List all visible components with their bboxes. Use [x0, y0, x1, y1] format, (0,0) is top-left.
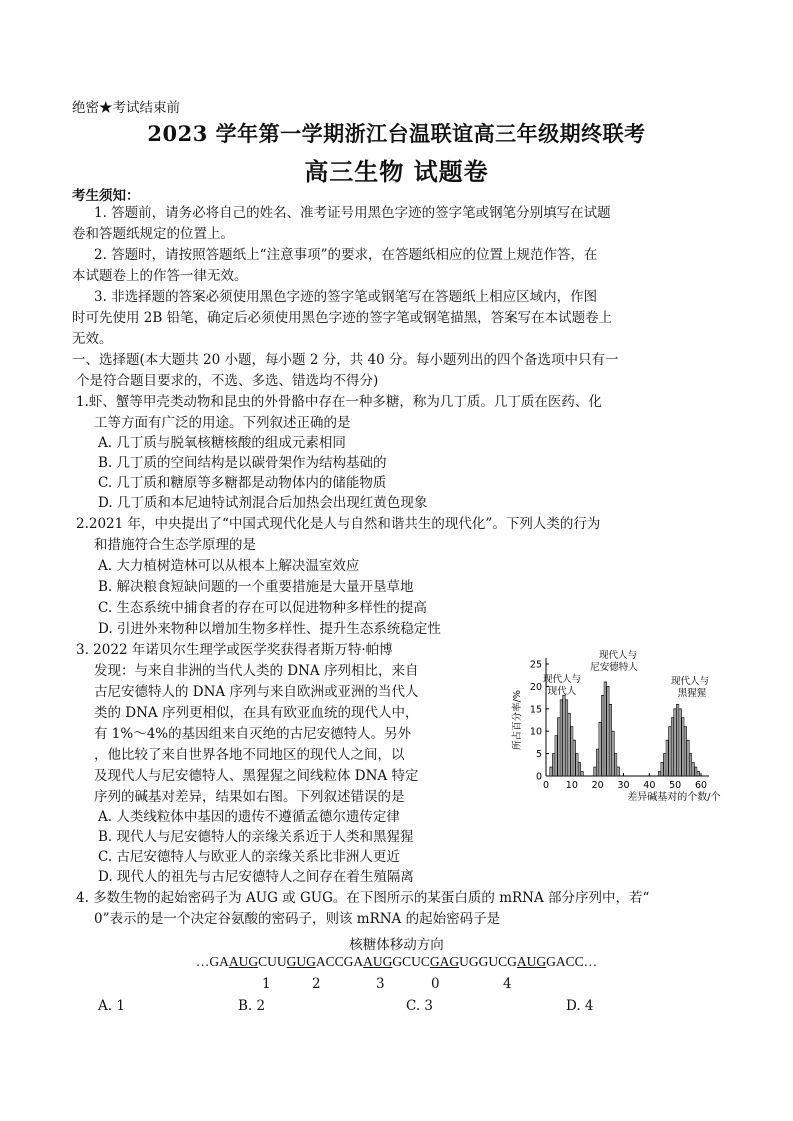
q1-option-d: D. 几丁质和本尼迪特试剂混合后加热会出现红黄色现象: [98, 495, 428, 511]
x-tick-label: 0: [542, 780, 550, 791]
notice-line-2: 卷和答题纸规定的位置上。: [72, 226, 234, 242]
codon-marker-4: 4: [503, 976, 512, 992]
exam-title: 2023 学年第一学期浙江台温联谊高三年级期终联考: [147, 121, 646, 146]
series-annotation: 尼安德特人: [590, 662, 638, 673]
mrna-seg-6: GACC…: [546, 954, 598, 969]
mrna-codon-3: AUG: [363, 954, 393, 969]
q3-stem-line-1: 3. 2022 年诺贝尔生理学或医学奖获得者斯万特·帕博: [76, 642, 393, 658]
q4-stem-line-1: 4. 多数生物的起始密码子为 AUG 或 GUG。在下图所示的某蛋白质的 mRNA 部分序列中，若“: [76, 890, 650, 906]
q3-option-a: A. 人类线粒体中基因的遗传不遵循孟德尔遗传定律: [98, 809, 400, 825]
mrna-sequence: [0, 954, 793, 970]
x-tick-label: 60: [694, 780, 708, 791]
q1-stem-line-1: 1.虾、蟹等甲壳类动物和昆虫的外骨骼中存在一种多糖，称为几丁质。几丁质在医药、化: [76, 394, 602, 410]
x-tick-label: 10: [565, 780, 578, 791]
q3-stem-line-8: 序列的碱基对差异，结果如右图。下列叙述错误的是: [94, 789, 405, 805]
q3-stem-line-2: 发现：与来自非洲的当代人类的 DNA 序列相比，来自: [94, 663, 419, 679]
q4-stem-line-2: 0”表示的是一个决定谷氨酸的密码子，则该 mRNA 的起始密码子是: [94, 911, 501, 927]
codon-marker-1: 1: [262, 976, 271, 992]
notice-line-7: 无效。: [72, 331, 113, 347]
notice-line-1: 1. 答题前，请务必将自己的姓名、准考证号用黑色字迹的签字笔或钢笔分别填写在试题: [94, 205, 611, 221]
section-heading-line-2: 个是符合题目要求的，不选、多选、错选均不得分): [76, 373, 379, 389]
q4-option-a: A. 1: [98, 998, 125, 1014]
q2-option-a: A. 大力植树造林可以从根本上解决温室效应: [98, 558, 360, 574]
q4-option-b: B. 2: [238, 998, 266, 1014]
mrna-seg-4: GCUC: [392, 954, 430, 969]
q2-stem-line-2: 和措施符合生态学原理的是: [94, 537, 256, 553]
ribosome-direction-label: 核糖体移动方向: [349, 937, 444, 953]
mrna-seg-2: CUU: [258, 954, 287, 969]
y-tick-label: 0: [535, 771, 542, 783]
q3-option-d: D. 现代人的祖先与古尼安德特人之间存在着生殖隔离: [98, 869, 414, 885]
q2-option-c: C. 生态系统中捕食者的存在可以促进物种多样性的提高: [98, 600, 427, 616]
q1-option-b: B. 几丁质的空间结构是以碳骨架作为结构基础的: [98, 455, 387, 471]
codon-marker-0: 0: [431, 976, 440, 992]
q3-histogram-chart: [506, 650, 738, 810]
exam-subtitle: 高三生物 试题卷: [304, 157, 489, 186]
q2-option-d: D. 引进外来物种以增加生物多样性、提升生态系统稳定性: [98, 621, 441, 637]
mrna-codon-0: GAG: [429, 954, 460, 969]
mrna-codon-4: AUG: [516, 954, 547, 969]
x-axis-title: 差异碱基对的个数/个: [627, 792, 721, 803]
x-tick-label: 20: [591, 780, 604, 791]
mrna-seg-3: ACCGA: [315, 954, 364, 969]
q4-option-c: C. 3: [406, 998, 434, 1014]
x-tick-label: 30: [617, 780, 630, 791]
codon-marker-2: 2: [312, 976, 321, 992]
x-tick-label: 40: [643, 780, 656, 791]
y-tick-label: 10: [529, 726, 542, 738]
q1-option-c: C. 几丁质和糖原等多糖都是动物体内的储能物质: [98, 475, 387, 491]
y-tick-label: 15: [529, 704, 542, 716]
q3-stem-line-3: 古尼安德特人的 DNA 序列与来自欧洲或亚洲的当代人: [94, 684, 419, 700]
q3-stem-line-7: 及现代人与尼安德特人、黑猩猩之间线粒体 DNA 特定: [94, 768, 419, 784]
codon-marker-3: 3: [376, 976, 385, 992]
series-annotation: 现代人与: [542, 674, 582, 685]
notice-line-4: 本试题卷上的作答一律无效。: [72, 268, 248, 284]
q2-stem-line-1: 2.2021 年，中央提出了“中国式现代化是人与自然和谐共生的现代化”。下列人类的行为: [76, 516, 601, 532]
notice-heading: 考生须知：: [72, 188, 140, 204]
q1-stem-line-2: 工等方面有广泛的用途。下列叙述正确的是: [94, 415, 351, 431]
mrna-seg-5: UGGUCG: [459, 954, 517, 969]
section-heading-line-1: 一、选择题(本大题共 20 小题，每小题 2 分，共 40 分。每小题列出的四个备选项中只有一: [72, 352, 619, 368]
y-tick-label: 25: [529, 659, 542, 671]
confidential-label: 绝密★考试结束前: [72, 100, 180, 116]
x-tick-label: 50: [669, 780, 682, 791]
y-axis-title: 所占百分率/%: [512, 690, 523, 750]
mrna-codon-2: GUG: [286, 954, 316, 969]
q3-stem-line-5: 有 1%～4%的基因组来自灭绝的古尼安德特人。另外: [94, 726, 412, 742]
series-annotation: 现代人: [547, 686, 577, 697]
q2-option-b: B. 解决粮食短缺问题的一个重要措施是大量开垦草地: [98, 579, 414, 595]
q4-option-d: D. 4: [566, 998, 594, 1014]
q3-option-c: C. 古尼安德特人与欧亚人的亲缘关系比非洲人更近: [98, 849, 400, 865]
y-tick-label: 5: [535, 749, 542, 761]
series-annotation: 现代人与: [670, 676, 710, 687]
q1-option-a: A. 几丁质与脱氧核糖核酸的组成元素相同: [98, 435, 346, 451]
series-annotation: 现代人与: [598, 650, 638, 661]
notice-line-3: 2. 答题时，请按照答题纸上“注意事项”的要求，在答题纸相应的位置上规范作答，在: [94, 247, 598, 263]
q3-stem-line-6: ，他比较了来自世界各地不同地区的现代人之间，以: [94, 747, 405, 763]
mrna-codon-1: AUG: [228, 954, 259, 969]
mrna-seg-1: …GA: [195, 954, 229, 969]
q3-stem-line-4: 类的 DNA 序列更相似，在具有欧亚血统的现代人中，: [94, 705, 419, 721]
notice-line-5: 3. 非选择题的答案必须使用黑色字迹的签字笔或钢笔写在答题纸上相应区域内，作图: [94, 289, 598, 305]
q3-option-b: B. 现代人与尼安德特人的亲缘关系近于人类和黑猩猩: [98, 829, 414, 845]
y-tick-label: 20: [529, 681, 542, 693]
notice-line-6: 时可先使用 2B 铅笔，确定后必须使用黑色字迹的签字笔或钢笔描黑，答案写在本试题卷上: [72, 310, 613, 326]
series-annotation: 黑猩猩: [677, 688, 707, 699]
